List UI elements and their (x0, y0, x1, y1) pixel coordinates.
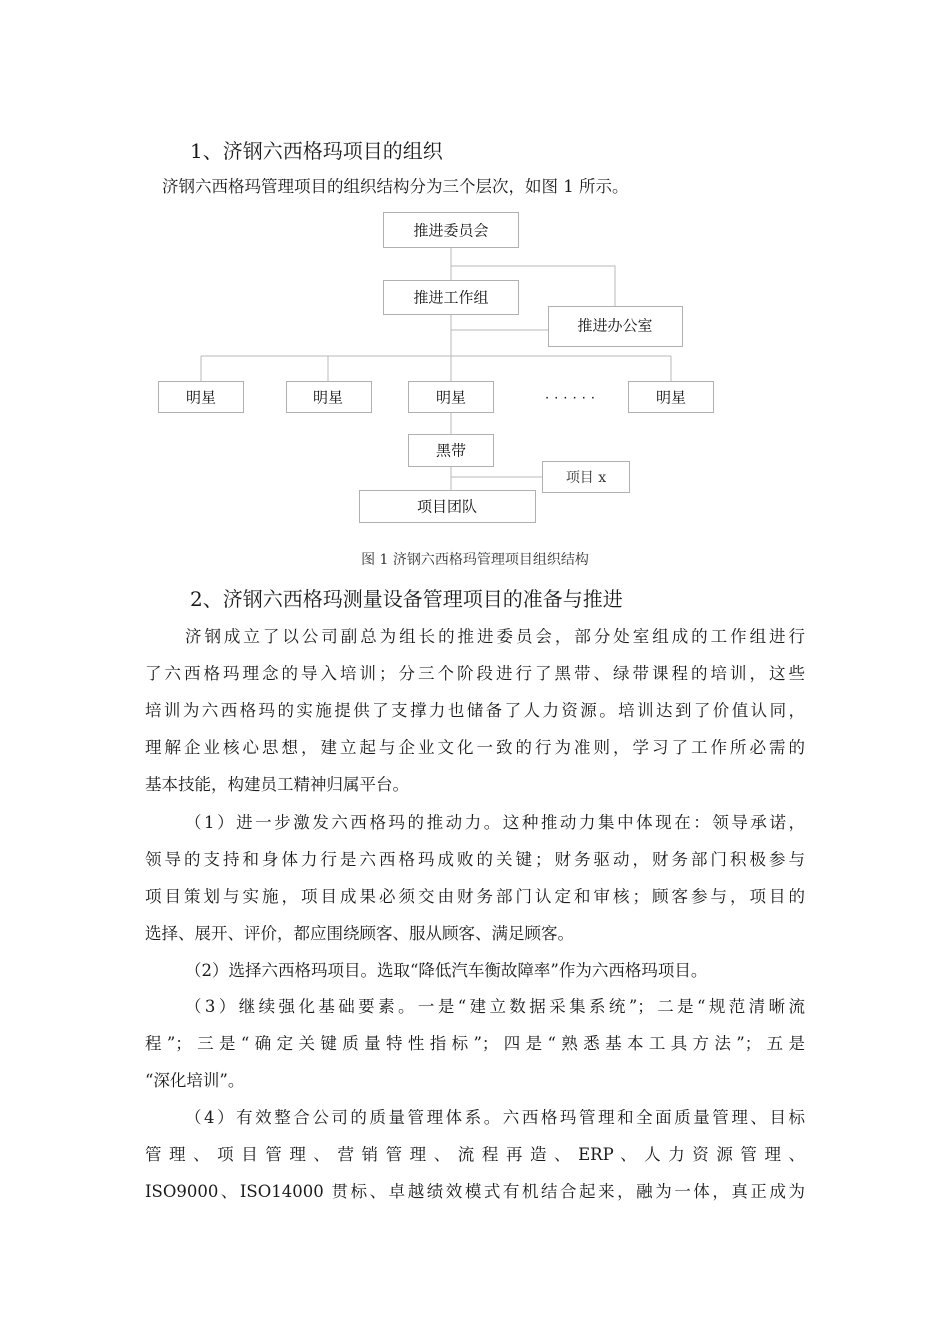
paragraph-5 (145, 1099, 805, 1210)
paragraph-line: “深化培训”。 (145, 1071, 245, 1090)
project-label: 项目 x (565, 470, 607, 486)
paragraph-line: 选择、展开、评价，都应围绕顾客、服从顾客、满足顾客。 (145, 924, 574, 943)
paragraph-2 (145, 804, 805, 952)
ellipsis-dots: · · · · · · (544, 388, 596, 406)
star-label-3: 明星 (435, 389, 467, 407)
org-chart (0, 0, 950, 545)
intro-text: 济钢六西格玛管理项目的组织结构分为三个层次，如图 1 所示。 (162, 177, 629, 196)
paragraph-line: 项目策划与实施，项目成果必须交由财务部门认定和审核；顾客参与，项目的 (145, 887, 805, 906)
paragraph-line: 了六西格玛理念的导入培训；分三个阶段进行了黑带、绿带课程的培训，这些 (145, 664, 805, 683)
workgroup-label: 推进工作组 (413, 289, 489, 307)
paragraph-line: 程”；三是“确定关键质量特性指标”；四是“熟悉基本工具方法”；五是 (145, 1034, 805, 1053)
paragraph-line: 理解企业核心思想，建立起与企业文化一致的行为准则，学习了工作所必需的 (145, 738, 805, 757)
paragraph-line: 培训为六西格玛的实施提供了支撑力也储备了人力资源。培训达到了价值认同， (145, 701, 805, 720)
blackbelt-label: 黑带 (435, 442, 467, 460)
team-label: 项目团队 (416, 498, 478, 516)
section-heading-2: 2、济钢六西格玛测量设备管理项目的准备与推进 (190, 587, 623, 611)
paragraph-line: （3）继续强化基础要素。一是“建立数据采集系统”；二是“规范清晰流 (185, 997, 805, 1016)
paragraph-line: 济钢成立了以公司副总为组长的推进委员会，部分处室组成的工作组进行 (185, 627, 805, 646)
committee-label: 推进委员会 (413, 222, 489, 240)
figure-caption: 图 1 济钢六西格玛管理项目组织结构 (361, 552, 589, 568)
office-label: 推进办公室 (577, 317, 653, 335)
star-label-1: 明星 (185, 389, 217, 407)
paragraph-line: （1）进一步激发六西格玛的推动力。这种推动力集中体现在：领导承诺， (185, 813, 805, 832)
paragraph-3 (145, 952, 805, 989)
paragraph-line: 领导的支持和身体力行是六西格玛成败的关键；财务驱动，财务部门积极参与 (145, 850, 805, 869)
star-label-4: 明星 (655, 389, 687, 407)
paragraph-line: ISO9000、ISO14000 贯标、卓越绩效模式有机结合起来，融为一体，真正成为 (145, 1182, 805, 1201)
paragraph-1 (145, 618, 805, 803)
paragraph-line: （4）有效整合公司的质量管理体系。六西格玛管理和全面质量管理、目标 (185, 1108, 805, 1127)
paragraph-line: 基本技能，构建员工精神归属平台。 (145, 775, 409, 794)
paragraph-line: 管 理 、 项 目 管 理 、 营 销 管 理 、 流 程 再 造 、 ERP 、 人 力 资 源 管 理 、 (145, 1145, 805, 1164)
paragraph-line: （2）选择六西格玛项目。选取“降低汽车衡故障率”作为六西格玛项目。 (185, 961, 708, 980)
paragraph-4 (145, 988, 805, 1099)
section-heading-1: 1、济钢六西格玛项目的组织 (190, 139, 443, 163)
star-label-2: 明星 (312, 389, 344, 407)
